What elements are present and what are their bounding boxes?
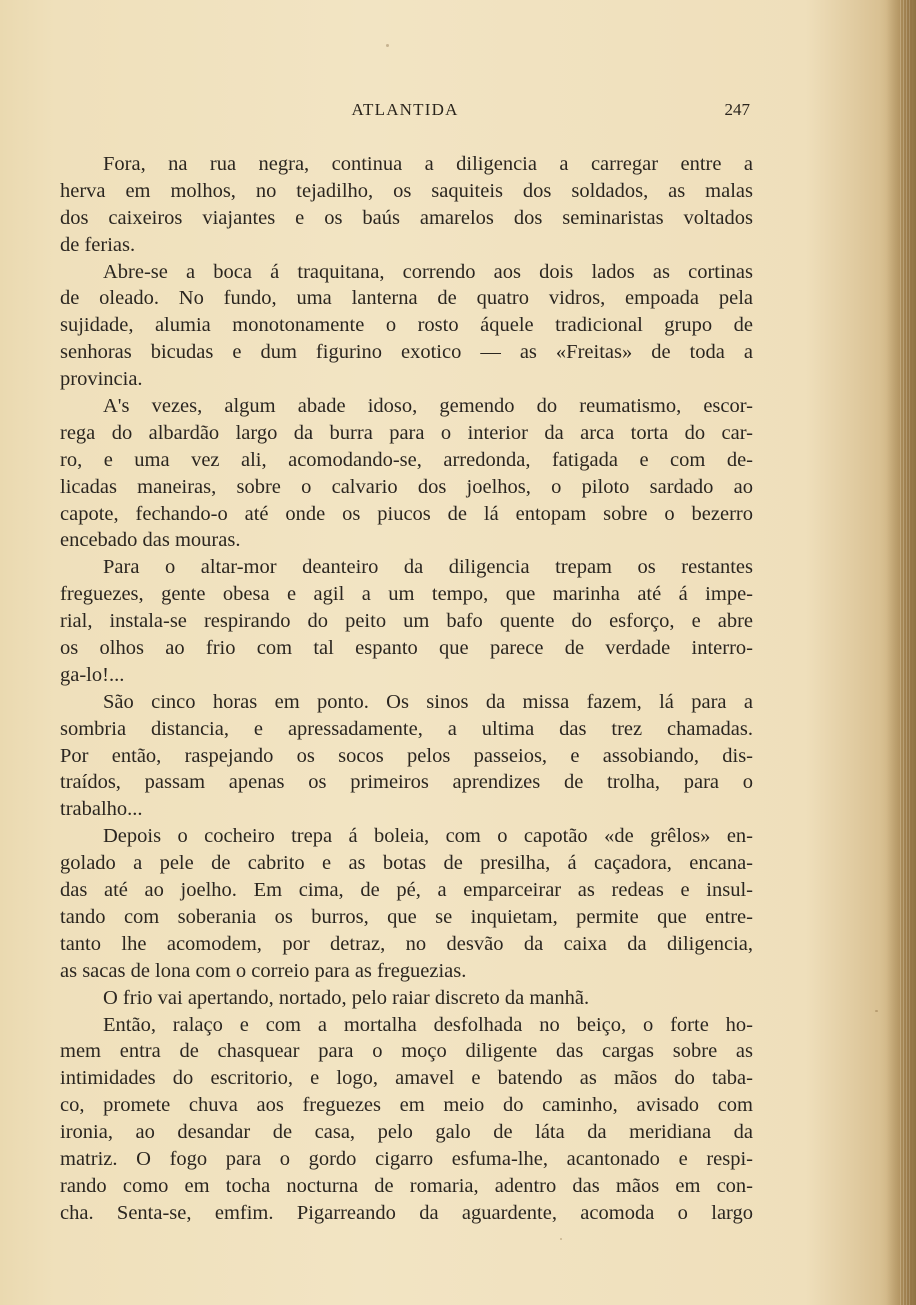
text-line: de ferias.: [60, 233, 136, 256]
paragraph: [60, 259, 753, 393]
text-line: cha. Senta-se, emfim. Pigarreando da aguardente, acomoda o largo: [60, 1201, 753, 1224]
text-line: provincia.: [60, 368, 143, 391]
text-line: tanto lhe acomodem, por detraz, no desvão da caixa da diligencia,: [60, 932, 753, 955]
text-line: sombria distancia, e apressadamente, a ultima das trez chamadas.: [60, 717, 753, 740]
text-line: A's vezes, algum abade idoso, gemendo do reumatismo, escor-: [103, 395, 753, 418]
paragraph: [60, 985, 753, 1012]
paragraph: [60, 554, 753, 688]
text-line: Para o altar-mor deanteiro da diligencia trepam os restantes: [103, 556, 753, 579]
text-line: ironia, ao desandar de casa, pelo galo de láta da meridiana da: [60, 1121, 753, 1144]
text-line: ro, e uma vez ali, acomodando-se, arredonda, fatigada e com de-: [60, 448, 753, 471]
text-line: golado a pele de cabrito e as botas de presilha, á caçadora, encana-: [60, 852, 753, 875]
text-line: Abre-se a boca á traquitana, correndo aos dois lados as cortinas: [103, 260, 753, 283]
spine-shadow: [886, 0, 916, 1305]
text-line: os olhos ao frio com tal espanto que parece de verdade interro-: [60, 637, 753, 660]
text-line: de oleado. No fundo, uma lanterna de quatro vidros, empoada pela: [60, 287, 753, 310]
text-line: São cinco horas em ponto. Os sinos da missa fazem, lá para a: [103, 690, 753, 713]
text-line: rega do albardão largo da burra para o interior da arca torta do car-: [60, 421, 753, 444]
text-line: rando como em tocha nocturna de romaria, adentro das mãos em con-: [60, 1174, 753, 1197]
text-line: capote, fechando-o até onde os piucos de lá entopam sobre o bezerro: [60, 502, 753, 525]
text-line: Então, ralaço e com a mortalha desfolhada no beiço, o forte ho-: [103, 1013, 753, 1036]
text-line: das até ao joelho. Em cima, de pé, a emparceirar as redeas e insul-: [60, 879, 753, 902]
text-line: senhoras bicudas e dum figurino exotico — as «Freitas» de toda a: [60, 341, 753, 364]
text-line: freguezes, gente obesa e agil a um tempo, que marinha até á impe-: [60, 583, 753, 606]
paragraph: [60, 1012, 753, 1227]
paragraph: [60, 151, 753, 259]
text-line: intimidades do escritorio, e logo, amavel e batendo as mãos do taba-: [60, 1067, 753, 1090]
text-line: encebado das mouras.: [60, 529, 241, 552]
page-number: 247: [724, 100, 750, 119]
paper-speck: [386, 44, 389, 47]
text-line: herva em molhos, no tejadilho, os saquiteis dos soldados, as malas: [60, 179, 753, 202]
running-head: [60, 100, 750, 130]
text-line: mem entra de chasquear para o moço diligente das cargas sobre as: [60, 1040, 753, 1063]
text-line: Depois o cocheiro trepa á boleia, com o capotão «de grêlos» en-: [103, 825, 753, 848]
running-title: ATLANTIDA: [351, 100, 459, 119]
text-line: co, promete chuva aos freguezes em meio do caminho, avisado com: [60, 1094, 753, 1117]
text-line: tando com soberania os burros, que se inquietam, permite que entre-: [60, 905, 753, 928]
text-line: trabalho...: [60, 798, 143, 821]
text-line: dos caixeiros viajantes e os baús amarelos dos seminaristas voltados: [60, 206, 753, 229]
text-line: Por então, raspejando os socos pelos passeios, e assobiando, dis-: [60, 744, 753, 767]
paper-speck: [560, 1238, 562, 1240]
text-line: traídos, passam apenas os primeiros aprendizes de trolha, para o: [60, 771, 753, 794]
text-line: Fora, na rua negra, continua a diligencia a carregar entre a: [103, 153, 753, 175]
text-line: sujidade, alumia monotonamente o rosto áquele tradicional grupo de: [60, 314, 753, 337]
body-text: [60, 151, 753, 1227]
text-line: as sacas de lona com o correio para as freguezias.: [60, 959, 467, 982]
paragraph: [60, 689, 753, 823]
paragraph: [60, 393, 753, 554]
text-line: rial, instala-se respirando do peito um bafo quente do esforço, e abre: [60, 610, 753, 633]
text-line: matriz. O fogo para o gordo cigarro esfuma-lhe, acantonado e respi-: [60, 1147, 753, 1170]
text-line: ga-lo!...: [60, 663, 125, 686]
paragraph: [60, 823, 753, 984]
text-line: licadas maneiras, sobre o calvario dos joelhos, o piloto sardado ao: [60, 475, 753, 498]
text-line: O frio vai apertando, nortado, pelo raiar discreto da manhã.: [103, 986, 590, 1009]
paper-speck: [875, 1010, 878, 1012]
